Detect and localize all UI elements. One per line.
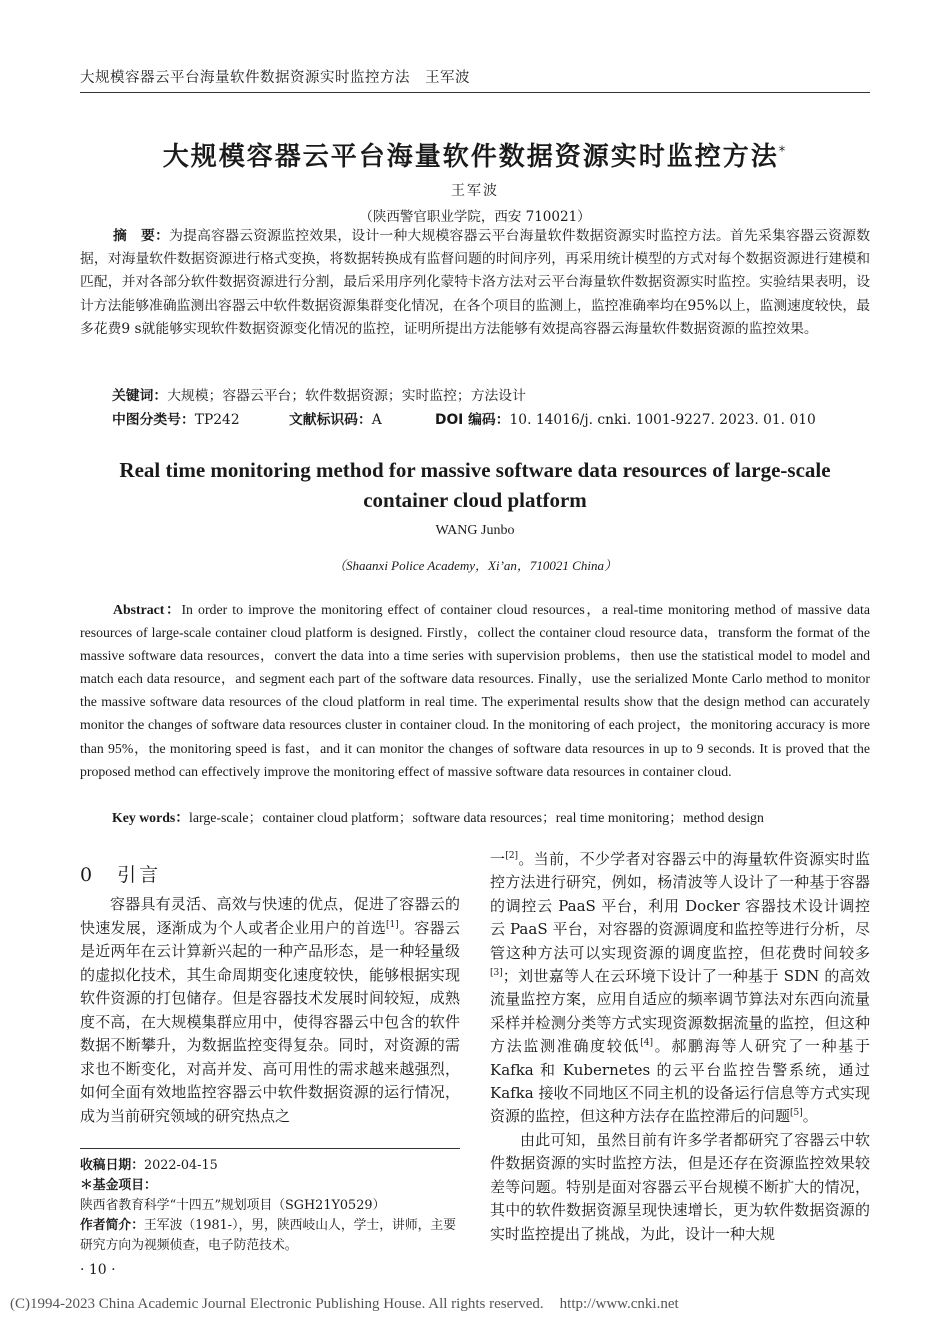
doi-value: 10. 14016/j. cnki. 1001-9227. 2023. 01. 010 (509, 412, 816, 428)
affiliation-en: （Shaanxi Police Academy，Xi’an，710021 China） (333, 558, 617, 573)
section-number: 0 (80, 864, 96, 886)
title-fund-mark: * (778, 144, 788, 160)
abstract-cn-text: 为提高容器云资源监控效果，设计一种大规模容器云平台海量软件数据资源实时监控方法。首先采集容器云资源数据，对海量软件数据资源进行格式变换，将数据转换成有监督问题的时间序列，再采用统计模型的方式对每个数据资源进行建模和匹配，并对各部分软件数据资源进行分割，最后采用序列化蒙特卡洛方法对云平台海量软件数据资源实时监控。实验结果表明，设计方法能够准确监测出容器云中软件数据资源集群变化情况，在各个项目的监测上，监控准确率均在95%以上，监测速度较快，最多花费9 s就能够实现软件数据资源变化情况的监控，证明所提出方法能够有效提高容器云海量软件数据资源的监控效果。 (80, 228, 870, 337)
header-rule (80, 92, 870, 93)
body-right-column (490, 848, 870, 1246)
title-cn-text: 大规模容器云平台海量软件数据资源实时监控方法 (162, 142, 779, 172)
citation[interactable]: [5] (790, 1108, 803, 1119)
running-head: 大规模容器云平台海量软件数据资源实时监控方法 王军波 (80, 70, 470, 86)
bio-value: 王军波（1981-），男，陕西岐山人，学士，讲师，主要研究方向为视频侦查，电子防范技术。 (80, 1218, 457, 1253)
cnki-link[interactable]: http://www.cnki.net (559, 1296, 679, 1312)
citation[interactable]: [4] (640, 1038, 653, 1049)
footnotes (80, 1156, 460, 1256)
right-text-d: 。郝鹏海等人研究了一种基于 Kafka 和 Kubernetes 的云平台监控告警系统，通过 Kafka 接收不同地区不同主机的设备运行信息等方式实现资源的监控，但这种方法存在监控滞后的问题 (490, 1037, 870, 1126)
abstract-en-label: Abstract： (113, 602, 182, 617)
received-label: 收稿日期： (80, 1158, 144, 1173)
fund-value: 陕西省教育科学“十四五”规划项目（SGH21Y0529） (80, 1198, 386, 1213)
citation[interactable]: [1] (386, 919, 399, 930)
author-cn: 王军波 (451, 183, 499, 199)
intro-continued-paragraph (490, 848, 870, 1129)
footnote-rule (80, 1148, 460, 1149)
title-cn (0, 136, 950, 173)
fund-label: ＊基金项目： (80, 1178, 157, 1193)
abstract-cn-label: 摘 要： (113, 228, 170, 244)
document-code (289, 408, 382, 428)
doi-code (435, 408, 816, 428)
intro-text-b: 。容器云是近两年在云计算新兴起的一种产品形态，是一种轻量级的虚拟化技术，其生命周期变化速度较快，能够根据实现软件资源的打包储存。但是容器技术发展时间较短，成熟度不高，在大规模集群应用中，使得容器云中包含的软件数据不断攀升，为数据监控变得复杂。同时，对资源的需求也不断变化，对高并发、高可用性的需求越来越强烈，如何全面有效地监控容器云中软件数据资源的运行情况，成为当前研究领域的研究热点之 (80, 918, 460, 1125)
abstract-cn (80, 225, 870, 341)
intro-paragraph (80, 893, 460, 1128)
fund-info (80, 1176, 460, 1216)
author-bio (80, 1216, 460, 1256)
clc-label: 中图分类号： (112, 412, 195, 428)
clc-value: TP242 (194, 412, 240, 428)
title-en: Real time monitoring method for massive software data resources of large-scale container cloud platform (119, 458, 831, 512)
citation[interactable]: [2] (505, 851, 519, 861)
clc-code (112, 408, 240, 428)
doc-label: 文献标识码： (289, 412, 372, 428)
keywords-cn-label: 关键词： (112, 388, 168, 404)
doc-value: A (371, 412, 382, 428)
author-en: WANG Junbo (435, 523, 515, 538)
right-text-c: ；刘世嘉等人在云环境下设计了一种基于 SDN 的高效流量监控方案，应用自适应的频率调节算法对东西向流量采样并检测分类等方式实现资源数据流量的监控，但这种方法监测准确度较低 (490, 967, 870, 1056)
copyright-text: (C)1994-2023 China Academic Journal Electronic Publishing House. All rights reserved. (10, 1296, 544, 1312)
affiliation-cn: （陕西警官职业学院，西安 710021） (359, 209, 591, 225)
doi-label: DOI 编码： (435, 412, 510, 428)
keywords-en-label: Key words： (112, 810, 190, 825)
right-text-b: 。当前，不少学者对容器云中的海量软件资源实时监控方法进行研究，例如，杨清波等人设计了一种基于容器的调控云 PaaS 平台，利用 Docker 容器技术设计调控云 PaaS 平台，对容器的资源调度和监控等进行分析，尽管这种方法可以实现资源的调度监控，但花费时间较多 (490, 850, 870, 962)
keywords-en (112, 806, 764, 826)
right-text-e: 。 (802, 1107, 818, 1126)
section-heading (80, 860, 161, 887)
summary-paragraph: 由此可知，虽然目前有许多学者都研究了容器云中软件数据资源的实时监控方法，但是还存在资源监控效果较差等问题。特别是面对容器云平台规模不断扩大的情况，其中的软件数据资源呈现快速增长，更为软件数据资源的实时监控提出了挑战，为此，设计一种大规 (490, 1130, 870, 1243)
received-date (80, 1156, 460, 1176)
abstract-en-text: In order to improve the monitoring effect of container cloud resources，a real-time monitoring method of massive data resources of large-scale container cloud platform is designed. Firstly，collect the container cloud resource data，transform the format of the massive software data resources，convert the data into a time series with supervision problems，then use the statistical model to model and match each data resource，and segment each part of the software data resources. Finally，use the serialized Monte Carlo method to monitor the massive software data resources of the cloud platform in real time. The experimental results show that the design method can accurately monitor the changes of software data resources cluster in container cloud. In the monitoring of each project，the monitoring accuracy is more than 95%，the monitoring speed is fast，and it can monitor the changes of software data resources in up to 9 seconds. It is proved that the proposed method can effectively improve the monitoring effect of massive software data resources in container cloud. (80, 602, 870, 779)
keywords-cn-text: 大规模；容器云平台；软件数据资源；实时监控；方法设计 (167, 388, 526, 404)
intro-text-a: 容器具有灵活、高效与快速的优点，促进了容器云的快速发展，逐渐成为个人或者企业用户的首选 (80, 895, 460, 937)
page-number: · 10 · (80, 1262, 116, 1278)
received-value: 2022-04-15 (143, 1158, 218, 1173)
section-title: 引言 (117, 864, 162, 886)
bio-label: 作者简介： (80, 1218, 144, 1233)
copyright-line (10, 1296, 950, 1313)
citation[interactable]: [3] (490, 968, 503, 979)
keywords-cn (112, 384, 526, 404)
keywords-en-text: large-scale；container cloud platform；software data resources；real time monitoring；method design (189, 810, 764, 825)
right-text-a: 一 (490, 850, 506, 868)
body-left-column (80, 893, 460, 1128)
abstract-en (80, 598, 870, 783)
